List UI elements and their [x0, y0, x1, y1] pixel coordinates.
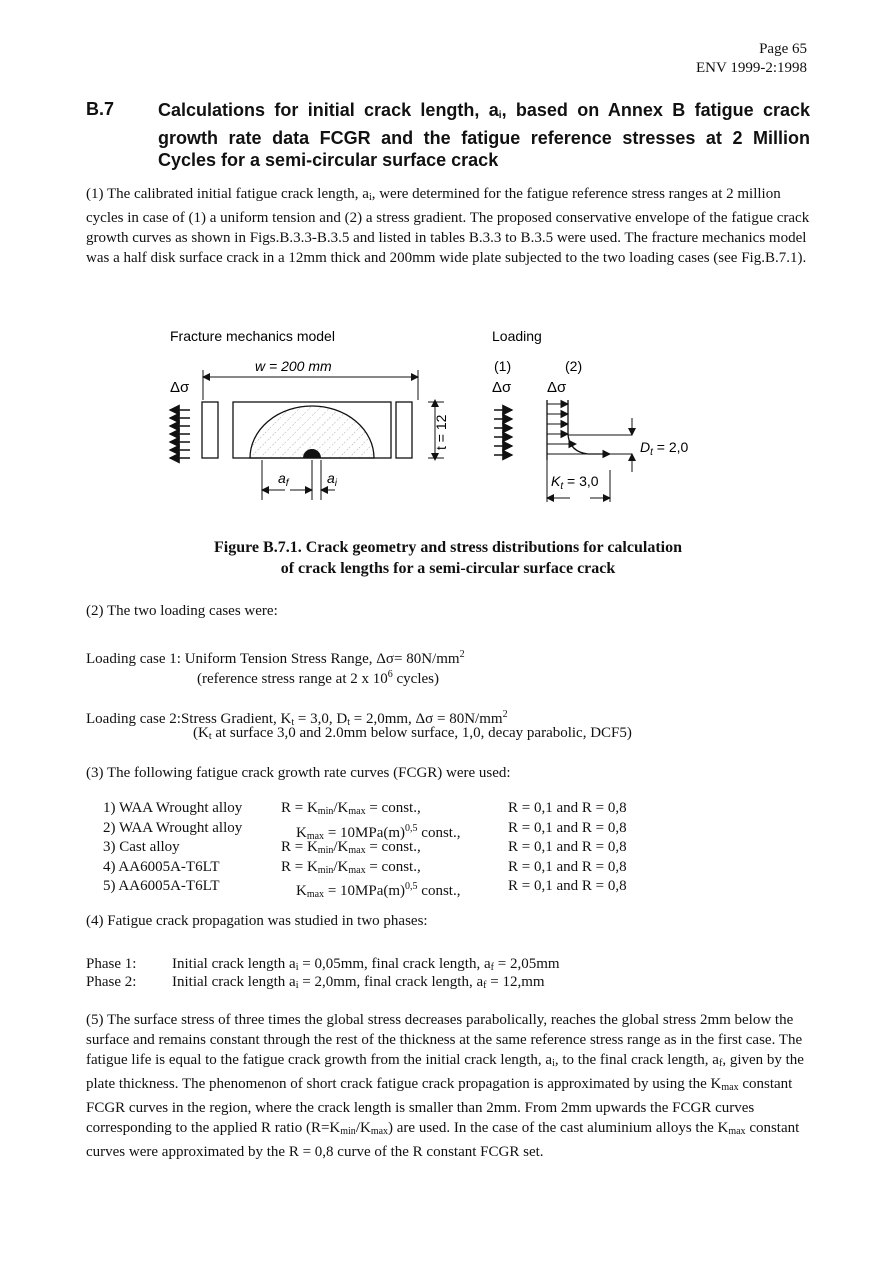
plate-right-edge [396, 402, 412, 458]
delta-sigma-left: Δσ [170, 379, 190, 396]
plate-left-edge [202, 402, 218, 458]
model-label: Fracture mechanics model [170, 328, 335, 344]
case-1-label: (1) [494, 358, 512, 374]
paragraph-1: (1) The calibrated initial fatigue crack length, $a_i$, were determined for the fatigue reference stress ranges at 2 million cycles in case of (1) a uniform tension and (2) a stress gradient. The proposed conservative envelope of the fatigue crack growth curves as shown in Figs.B.3.3-B.3.5 and listed in tables B.3.3 to B.3.5 were used. The fracture mechanics model was a half disk surface crack in a 12mm thick and 200mm wide plate subjected to the two loading cases (see Fig.B.7.1). [86, 186, 810, 266]
kt-label: $K_t = 3,0$ [551, 473, 599, 492]
initial-crack-label: $a_i$ [327, 470, 338, 489]
page-header [696, 40, 807, 78]
paragraph-3: (3) The following fatigue crack growth rate curves (FCGR) were used: [86, 765, 511, 781]
paragraph-5: (5) The surface stress of three times the global stress decreases parabolically, reaches the global stress 2mm below the surface and remains constant through the rest of the thickness at the same reference stress range as in the first case. The fatigue life is equal to the fatigue crack growth from the initial crack length, $a_i$, to the final crack length, $a_f$, given by the plate thickness. The phenomenon of short crack fatigue crack propagation is approximated by using the $K_{max}$ constant FCGR curves in the region, where the crack length is smaller than 2mm. From 2mm upwards the FCGR curves corresponding to the applied R ratio $(R=K_{min}/K_{max})$ are used. In the case of the cast aluminium alloys the $K_{max}$ constant curves were approximated by the R = 0,8 curve of the R constant FCGR set. [86, 1012, 804, 1160]
delta-sigma-case-2: Δσ [547, 379, 567, 396]
case-2-label: (2) [565, 358, 583, 374]
document-id: ENV 1999-2:1998 [696, 60, 807, 76]
thickness-label: t = 12 [433, 414, 449, 450]
loading-case-1: Loading case 1: Uniform Tension Stress Range, $\Delta\sigma= 80N/mm^2$ [86, 649, 465, 667]
width-label: w = 200 mm [255, 358, 332, 374]
dt-label: $D_t = 2,0$ [640, 439, 689, 458]
loading-case-1-note: (reference stress range at 2 x $10^6$ cycles) [197, 669, 439, 687]
stress-arrows-left [170, 410, 190, 458]
document-page: Page 65 ENV 1999-2:1998 B.7 Calculations for initial crack length, $a_i$, based on Annex B fatigue crack growth rate data FCGR and the fatigue reference stresses at 2 Million Cycles for a semi-circular surface crack (1) The calibrated initial fatigue crack length, $a_i$, were determined for the fatigue reference stress ranges at 2 million cycles in case of (1) a uniform tension and (2) a stress gradient. The proposed conservative envelope of the fatigue crack growth curves as shown in Figs.B.3.3-B.3.5 and listed in tables B.3.3 to B.3.5 were used. The fracture mechanics model was a half disk surface crack in a 12mm thick and 200mm wide plate subjected to the two loading cases (see Fig.B.7.1). Fracture mechanics model Loading w = 200 mm Δσ t = 12 $a_f$ $a_i$ (1) (2) Δσ Δσ $D_t = 2,0$ $K_t = 3,0$ Figure B.7.1. Crack geometry and stress distributions for calculation of crack lengths for a semi-circular surface crack (2) The two loading cases were: Loading case 1: Uniform Tension Stress Range, $\Delta\sigma= 80N/mm^2$ (reference stress range at 2 x $10^6$ cycles) Loading case 2:Stress Gradient, $K_t = 3,0$, $D_t = 2,0mm$, $\Delta\sigma = 80N/mm^2$ ($K_t$ at surface 3,0 and 2.0mm below surface, 1,0, decay parabolic, DCF5) (3) The following fatigue crack growth rate curves (FCGR) were used: 1) WAA Wrought alloy $R = K_{min}/K_{max}$ = const., R = 0,1 and R = 0,8 2) WAA Wrought alloy $K_{max} = 10MPa(m)^{0,5}$ const., R = 0,1 and R = 0,8 3) Cast alloy $R = K_{min}/K_{max}$ = const., R = 0,1 and R = 0,8 4) AA6005A-T6LT $R = K_{min}/K_{max}$ = const., R = 0,1 and R = 0,8 5) AA6005A-T6LT $K_{max} = 10MPa(m)^{0,5}$ const., R = 0,1 and R = 0,8 (4) Fatigue crack propagation was studied in two phases: Phase 1: Initial crack length $a_i = 0,05mm$, final crack length, $a_f = 2,05mm$ Phase 2: Initial crack length $a_i = 2,0mm$, final crack length, $a_f = 12,mm$ (5) The surface stress of three times the global stress decreases parabolically, reaches the global stress 2mm below the surface and remains constant through the rest of the thickness at the same reference stress range as in the first case. The fatigue life is equal to the fatigue crack growth from the initial crack length, $a_i$, to the final crack length, $a_f$, given by the plate thickness. The phenomenon of short crack fatigue crack propagation is approximated by using the $K_{max}$ constant FCGR curves in the region, where the crack length is smaller than 2mm. From 2mm upwards the FCGR curves corresponding to the applied R ratio $(R=K_{min}/K_{max})$ are used. In the case of the cast aluminium alloys the $K_{max}$ constant curves were approximated by the R = 0,8 curve of the R constant FCGR set. [86, 41, 811, 1160]
section-number: B.7 [86, 99, 115, 119]
delta-sigma-case-1: Δσ [492, 379, 512, 396]
paragraph-2: (2) The two loading cases were: [86, 603, 278, 619]
loading-label: Loading [492, 328, 542, 344]
crack-geometry-figure [150, 320, 750, 510]
uniform-stress-arrows [494, 410, 512, 455]
final-crack-label: $a_f$ [278, 470, 289, 489]
loading-case-2: Loading case 2:Stress Gradient, $K_t = 3,0$, $D_t = 2,0mm$, $\Delta\sigma = 80N/mm^2$ [86, 709, 508, 728]
paragraph-4: (4) Fatigue crack propagation was studied in two phases: [86, 913, 428, 929]
section-title: Calculations for initial crack length, $a_i$, based on Annex B fatigue crack growth rate data FCGR and the fatigue reference stresses at 2 Million Cycles for a semi-circular surface crack [158, 100, 811, 170]
figure-caption: Figure B.7.1. Crack geometry and stress distributions for calculation of crack lengths for a semi-circular surface crack [214, 539, 682, 577]
loading-case-2-note: ($K_t$ at surface 3,0 and 2.0mm below surface, 1,0, decay parabolic, DCF5) [193, 725, 632, 742]
page-number: Page 65 [759, 41, 807, 57]
